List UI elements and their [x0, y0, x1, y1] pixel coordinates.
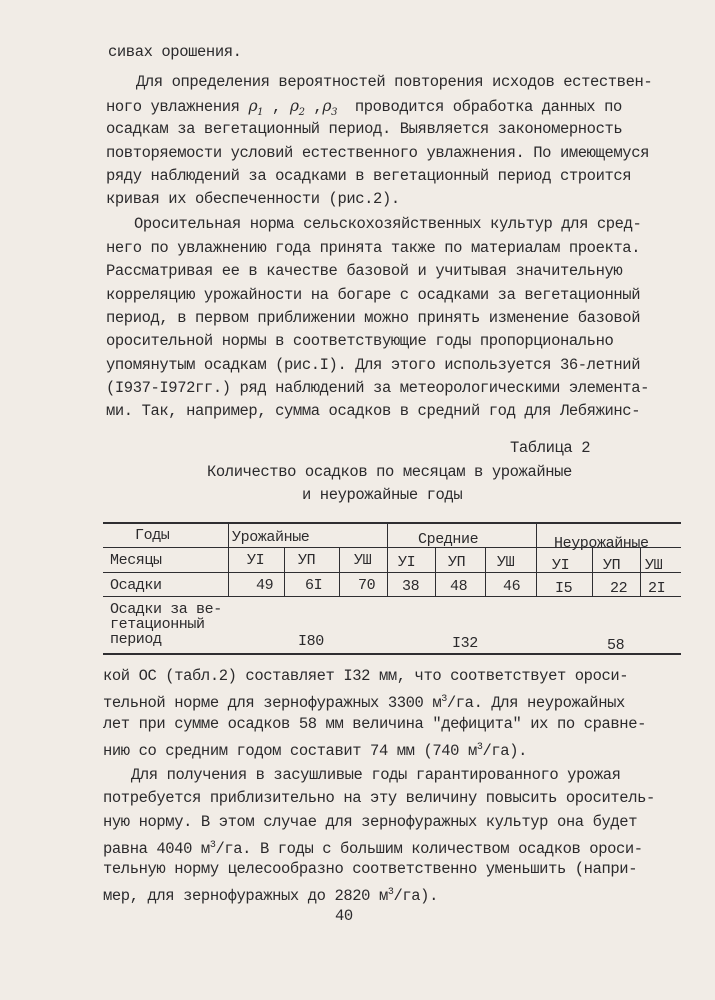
text-line: нию со средним годом составит 74 мм (740 $м^3/га$).	[103, 742, 527, 761]
season-total-cell: I32	[452, 635, 478, 652]
header-years: Годы	[135, 527, 170, 544]
season-total-cell: 58	[607, 637, 625, 654]
table-divider	[592, 548, 593, 596]
header-season-precipitation: Осадки за ве-	[110, 601, 222, 618]
table-rule	[103, 653, 681, 655]
text-line: лет при сумме осадков 58 мм величина "дефицита" их по сравне-	[103, 715, 646, 733]
month-cell: УП	[448, 554, 466, 571]
table-rule	[103, 596, 681, 597]
text-line: Рассматривая ее в качестве базовой и учитывая значительную	[106, 262, 623, 280]
text-line: Для получения в засушливые годы гарантированного урожая	[131, 766, 621, 784]
table-label: Таблица 2	[510, 439, 591, 457]
text-line: повторяемости условий естественного увлажнения. По имеющемуся	[106, 144, 649, 162]
precip-cell: 22	[610, 580, 628, 597]
table-divider	[435, 548, 436, 596]
table-divider	[640, 548, 641, 596]
header-months: Месяцы	[110, 552, 162, 569]
precip-cell: 2I	[648, 580, 666, 597]
precip-cell: 49	[256, 577, 274, 594]
table-divider	[387, 523, 388, 596]
text-line: кривая их обеспеченности (рис.2).	[106, 190, 400, 208]
precip-cell: 46	[503, 578, 521, 595]
table-divider	[284, 548, 285, 596]
text-fragment: ного увлажнения	[106, 98, 240, 116]
table-rule	[103, 522, 681, 524]
table-divider	[228, 523, 229, 596]
text-line: потребуется приблизительно на эту величину повысить ороситель-	[103, 789, 655, 807]
text-line: тельную норму целесообразно соответственно уменьшить (напри-	[103, 860, 638, 878]
precip-cell: 38	[402, 578, 420, 595]
month-cell: УШ	[497, 554, 515, 571]
table-caption: и неурожайные годы	[302, 486, 463, 504]
month-cell: УI	[552, 557, 570, 574]
rho-symbol: $\rho_2$	[289, 97, 305, 119]
text-line: Оросительная норма сельскохозяйственных культур для сред-	[134, 215, 642, 233]
precip-cell: 70	[358, 577, 376, 594]
header-good-years: Урожайные	[232, 529, 310, 546]
text-line: упомянутым осадкам (рис.I). Для этого используется 36-летний	[106, 356, 641, 374]
month-cell: УI	[247, 552, 265, 569]
text-line: период, в первом приближении можно принять изменение базовой	[106, 309, 641, 327]
text-line: ряду наблюдений за осадками в вегетационный период строится	[106, 167, 632, 185]
text-line: мер, для зернофуражных до 2820 $м^3/га$).	[103, 887, 438, 906]
table-divider	[536, 523, 537, 596]
rho-symbol: $\rho_3$	[322, 97, 338, 119]
header-season-precipitation: гетационный	[110, 616, 205, 633]
header-season-precipitation: период	[110, 631, 162, 648]
text-line: кой ОС (табл.2) составляет I32 мм, что соответствует ороси-	[103, 667, 629, 685]
text-line-with-formula: ного увлажнения $\rho_1$ , $\rho_2$ $,\rho_3$ проводится обработка данных по	[106, 97, 622, 119]
month-cell: УП	[603, 557, 621, 574]
text-line: Для определения вероятностей повторения исходов естествен-	[136, 73, 653, 91]
text-line: ную норму. В этом случае для зернофуражных культур она будет	[103, 813, 638, 831]
text-line: него по увлажнению года принята также по материалам проекта.	[106, 239, 641, 257]
month-cell: УШ	[645, 557, 663, 574]
text-line: сивах орошения.	[108, 43, 242, 61]
month-cell: УШ	[354, 552, 372, 569]
precip-cell: I5	[555, 580, 573, 597]
table-divider	[339, 548, 340, 596]
month-cell: УI	[398, 554, 416, 571]
month-cell: УП	[298, 552, 316, 569]
header-mid-years: Средние	[418, 531, 479, 548]
text-line: корреляцию урожайности на богаре с осадками за вегетационный	[106, 286, 641, 304]
header-bad-years: Неурожайные	[554, 535, 649, 552]
table-divider	[485, 548, 486, 596]
season-total-cell: I80	[298, 633, 324, 650]
page-number: 40	[335, 907, 353, 925]
text-line: оросительной нормы в соответствующие годы пропорционально	[106, 332, 614, 350]
text-line: (I937-I972гг.) ряд наблюдений за метеорологическими элемента-	[106, 379, 649, 397]
rho-symbol: $\rho_1$	[248, 97, 264, 119]
header-precipitation: Осадки	[110, 577, 162, 594]
precip-cell: 48	[450, 578, 468, 595]
text-line: равна 4040 $м^3/га$. В годы с большим количеством осадков ороси-	[103, 840, 643, 859]
table-rule	[103, 572, 681, 573]
text-line: осадкам за вегетационный период. Выявляется закономерность	[106, 120, 623, 138]
text-line: ми. Так, например, сумма осадков в средний год для Лебяжинс-	[106, 402, 641, 420]
text-fragment: проводится обработка данных по	[354, 98, 622, 116]
table-caption: Количество осадков по месяцам в урожайные	[207, 463, 572, 481]
text-line: тельной норме для зернофуражных 3300 $м^3/га$. Для неурожайных	[103, 694, 625, 713]
precip-cell: 6I	[305, 577, 323, 594]
